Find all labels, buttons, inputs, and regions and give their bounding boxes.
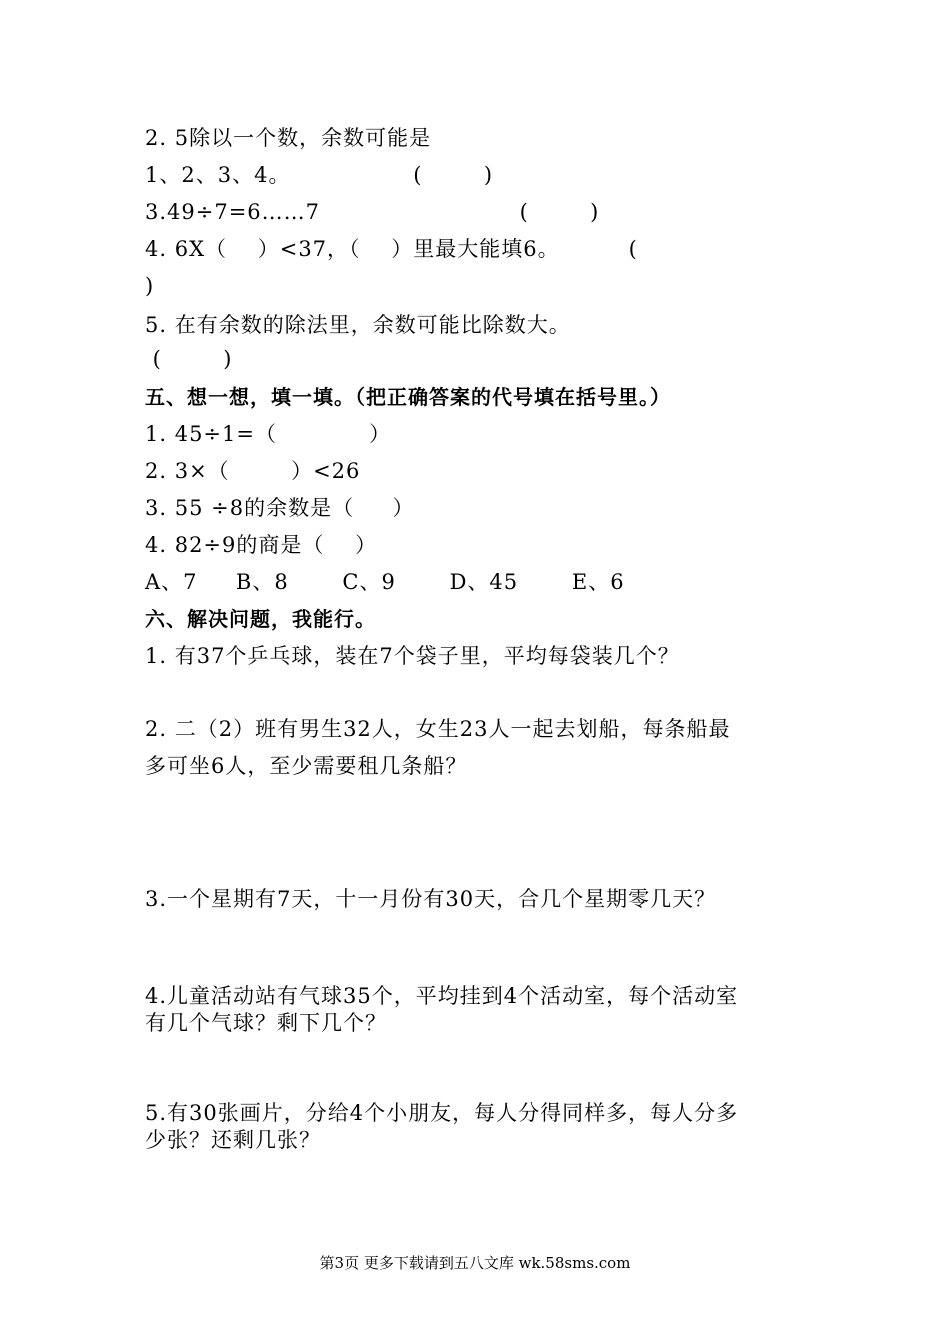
judge-q5-line1: 5. 在有余数的除法里，余数可能比除数大。 bbox=[145, 313, 571, 337]
section-six-q3: 3.一个星期有7天，十一月份有30天，合几个星期零几天？ bbox=[145, 887, 717, 911]
judge-q2-line2: 1、2、3、4。 ( ) bbox=[145, 163, 494, 187]
section-five-heading: 五、想一想，填一填。（把正确答案的代号填在括号里。） bbox=[145, 385, 671, 409]
judge-q4-line2: ) bbox=[145, 274, 155, 298]
section-five-q1: 1. 45÷1=（ ） bbox=[145, 422, 392, 446]
section-six-q1: 1. 有37个乒乓球，装在7个袋子里，平均每袋装几个？ bbox=[145, 644, 680, 668]
section-six-q4-line2: 有几个气球？剩下几个？ bbox=[145, 1011, 387, 1035]
section-six-q2-line2: 多可坐6人，至少需要租几条船？ bbox=[145, 754, 468, 778]
section-five-options: A、7 B、8 C、9 D、45 E、6 bbox=[145, 570, 625, 594]
section-six-q5-line2: 少张？还剩几张？ bbox=[145, 1128, 321, 1152]
judge-q5-line2: ( ) bbox=[145, 347, 233, 371]
judge-q4-line1: 4. 6X（ ）<37，（ ）里最大能填6。 ( bbox=[145, 237, 638, 261]
section-six-q2-line1: 2. 二（2）班有男生32人，女生23人一起去划船，每条船最 bbox=[145, 717, 731, 741]
judge-q2-line1: 2. 5除以一个数，余数可能是 bbox=[145, 126, 432, 150]
section-six-q5-line1: 5.有30张画片，分给4个小朋友，每人分得同样多，每人分多 bbox=[145, 1101, 739, 1125]
judge-q3: 3.49÷7=6……7 ( ) bbox=[145, 200, 600, 224]
section-six-q4-line1: 4.儿童活动站有气球35个，平均挂到4个活动室，每个活动室 bbox=[145, 984, 739, 1008]
section-five-q3: 3. 55 ÷8的余数是（ ） bbox=[145, 496, 415, 520]
section-five-q2: 2. 3×（ ）<26 bbox=[145, 459, 361, 483]
page-footer: 第3页 更多下载请到五八文库 wk.58sms.com bbox=[319, 1254, 631, 1272]
section-six-heading: 六、解决问题，我能行。 bbox=[145, 607, 376, 631]
section-five-q4: 4. 82÷9的商是（ ） bbox=[145, 533, 378, 557]
